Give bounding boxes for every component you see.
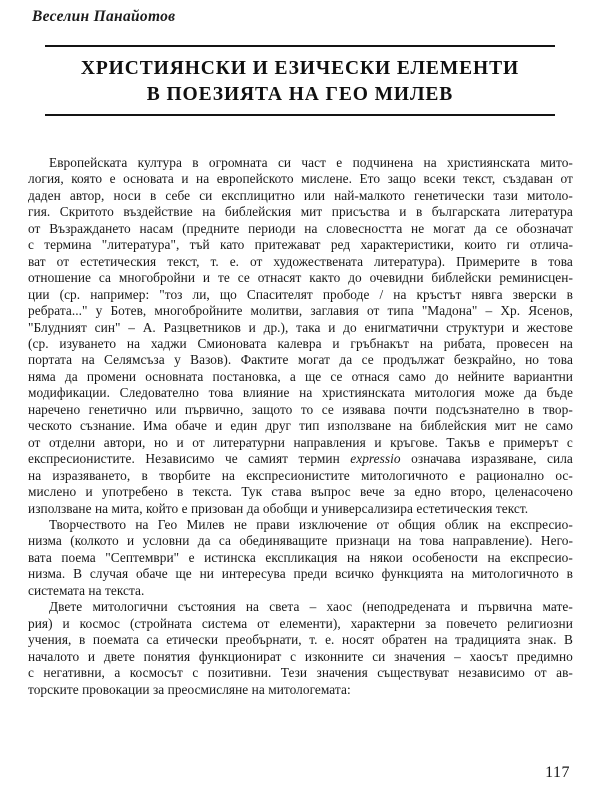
text-line: рия) и космос (стройната система от елементи), характерни за повечето религиозни: [28, 615, 573, 631]
text-line: гия. Скритото въздействие на библейския мит присъства и в българската литература: [28, 204, 573, 220]
text-line: учения, в поемата са етически преобърнати, т. е. носят обратен на традицията знак. В: [28, 632, 573, 648]
text-line: отношение са многобройни и те се отнасят както до очевидни библейски реминисцен-: [28, 270, 573, 286]
title-rule-top: [45, 45, 555, 47]
text-line: ции (ср. например: "тоз ли, що Спасителят прободе / на кръстът нявга зверски в: [28, 286, 573, 302]
text-line: с термина "литература", тъй като притежават ред характеристики, които ги отлича-: [28, 237, 573, 253]
text-line: на изразяването, в творбите на експресионистите митологичното е рационално ос-: [28, 467, 573, 483]
paragraph-1: [28, 155, 573, 517]
text-line: системата на текста.: [28, 582, 145, 598]
page-number: 117: [545, 764, 570, 781]
paragraph-2: [28, 517, 573, 599]
text-line: ческото съзнание. Има обаче и един друг тип използване на библейския мит не само: [28, 418, 573, 434]
title-rule-bottom: [45, 114, 555, 116]
text-line: портата на Селямсъза у Вазов). Фактите могат да се продължат безкрайно, но това: [28, 352, 573, 368]
text-line: експресионистите. Независимо че самият термин expressio означава изразяване, сила: [28, 451, 573, 467]
text-line: мислено и употребено в текста. Тук става въпрос вече за едно второ, целенасочено: [28, 484, 573, 500]
text-line: логия, която е основата и на европейското мислене. Ето защо всеки текст, създаван от: [28, 171, 573, 187]
text-line: началото и двете понятия функционират с изконните си значения – хаосът предимно: [28, 648, 573, 664]
latin-term: expressio: [350, 451, 401, 467]
text-line: наречено генетично или първично, защото то се изявава почти подсъзнателно в твор-: [28, 401, 573, 417]
text-line: модификации. Следователно това влияние на християнската митология може да бъде: [28, 385, 573, 401]
page-title: [45, 56, 555, 107]
title-block: [45, 45, 555, 116]
text-line: торските провокации за преосмисляне на митологемата:: [28, 681, 351, 697]
text-line: ват от естетическия текст, т. е. от художествената литература). Примерите в това: [28, 253, 573, 269]
paragraph-3: [28, 599, 573, 698]
text-line: низма (колкото и условни да са обединяващите признаци на това направление). Него-: [28, 533, 573, 549]
text-line: вата поема "Септември" е истинска експликация на някои особености на експресио-: [28, 549, 573, 565]
page-title-line-2: В ПОЕЗИЯТА НА ГЕО МИЛЕВ: [146, 83, 454, 105]
text-line: използване на мита, който е призован да обобщи и универсализира естетическия текст.: [28, 500, 529, 516]
text-line: с негативни, а космосът с позитивни. Тези значения съществуват независимо от ав-: [28, 665, 573, 681]
text-line: ребрата..." у Ботев, многобройните молитви, заглавия от типа "Мадона" – Хр. Ясенов,: [28, 303, 573, 319]
text-line: низма. В случая обаче ще ни интересува преди всичко функцията на митологичното в: [28, 566, 573, 582]
text-line: (ср. изуването на хаджи Смионовата калевра и гръбнакът на рибата, провесен на: [28, 335, 573, 351]
body-text-column: [28, 155, 573, 698]
text-line: от Възраждането насам (предните периоди на словесността не могат да се обозначат: [28, 220, 573, 236]
text-line: Европейската култура в огромната си част е подчинена на християнската мито-: [49, 155, 573, 170]
text-line: Творчеството на Гео Милев не прави изключение от общия облик на експресио-: [49, 516, 573, 532]
text-line: няма да промени основната постановка, а ще се отнася само до нейните вариантни: [28, 368, 573, 384]
text-line: от отделни автори, но и от литературни направления и кръгове. Такъв е примерът с: [28, 434, 573, 450]
running-head: Веселин Панайотов: [32, 8, 176, 25]
text-line: "Блудният син" – А. Разцветников и др.), така и до енигматични структури и жестове: [28, 319, 573, 335]
text-line: даден автор, носи в себе си експлицитно или най-малкото генетически тази митоло-: [28, 187, 573, 203]
text-line: Двете митологични състояния на света – хаос (неподредената и първична мате-: [49, 599, 573, 615]
page-title-line-1: ХРИСТИЯНСКИ И ЕЗИЧЕСКИ ЕЛЕМЕНТИ: [80, 58, 520, 79]
